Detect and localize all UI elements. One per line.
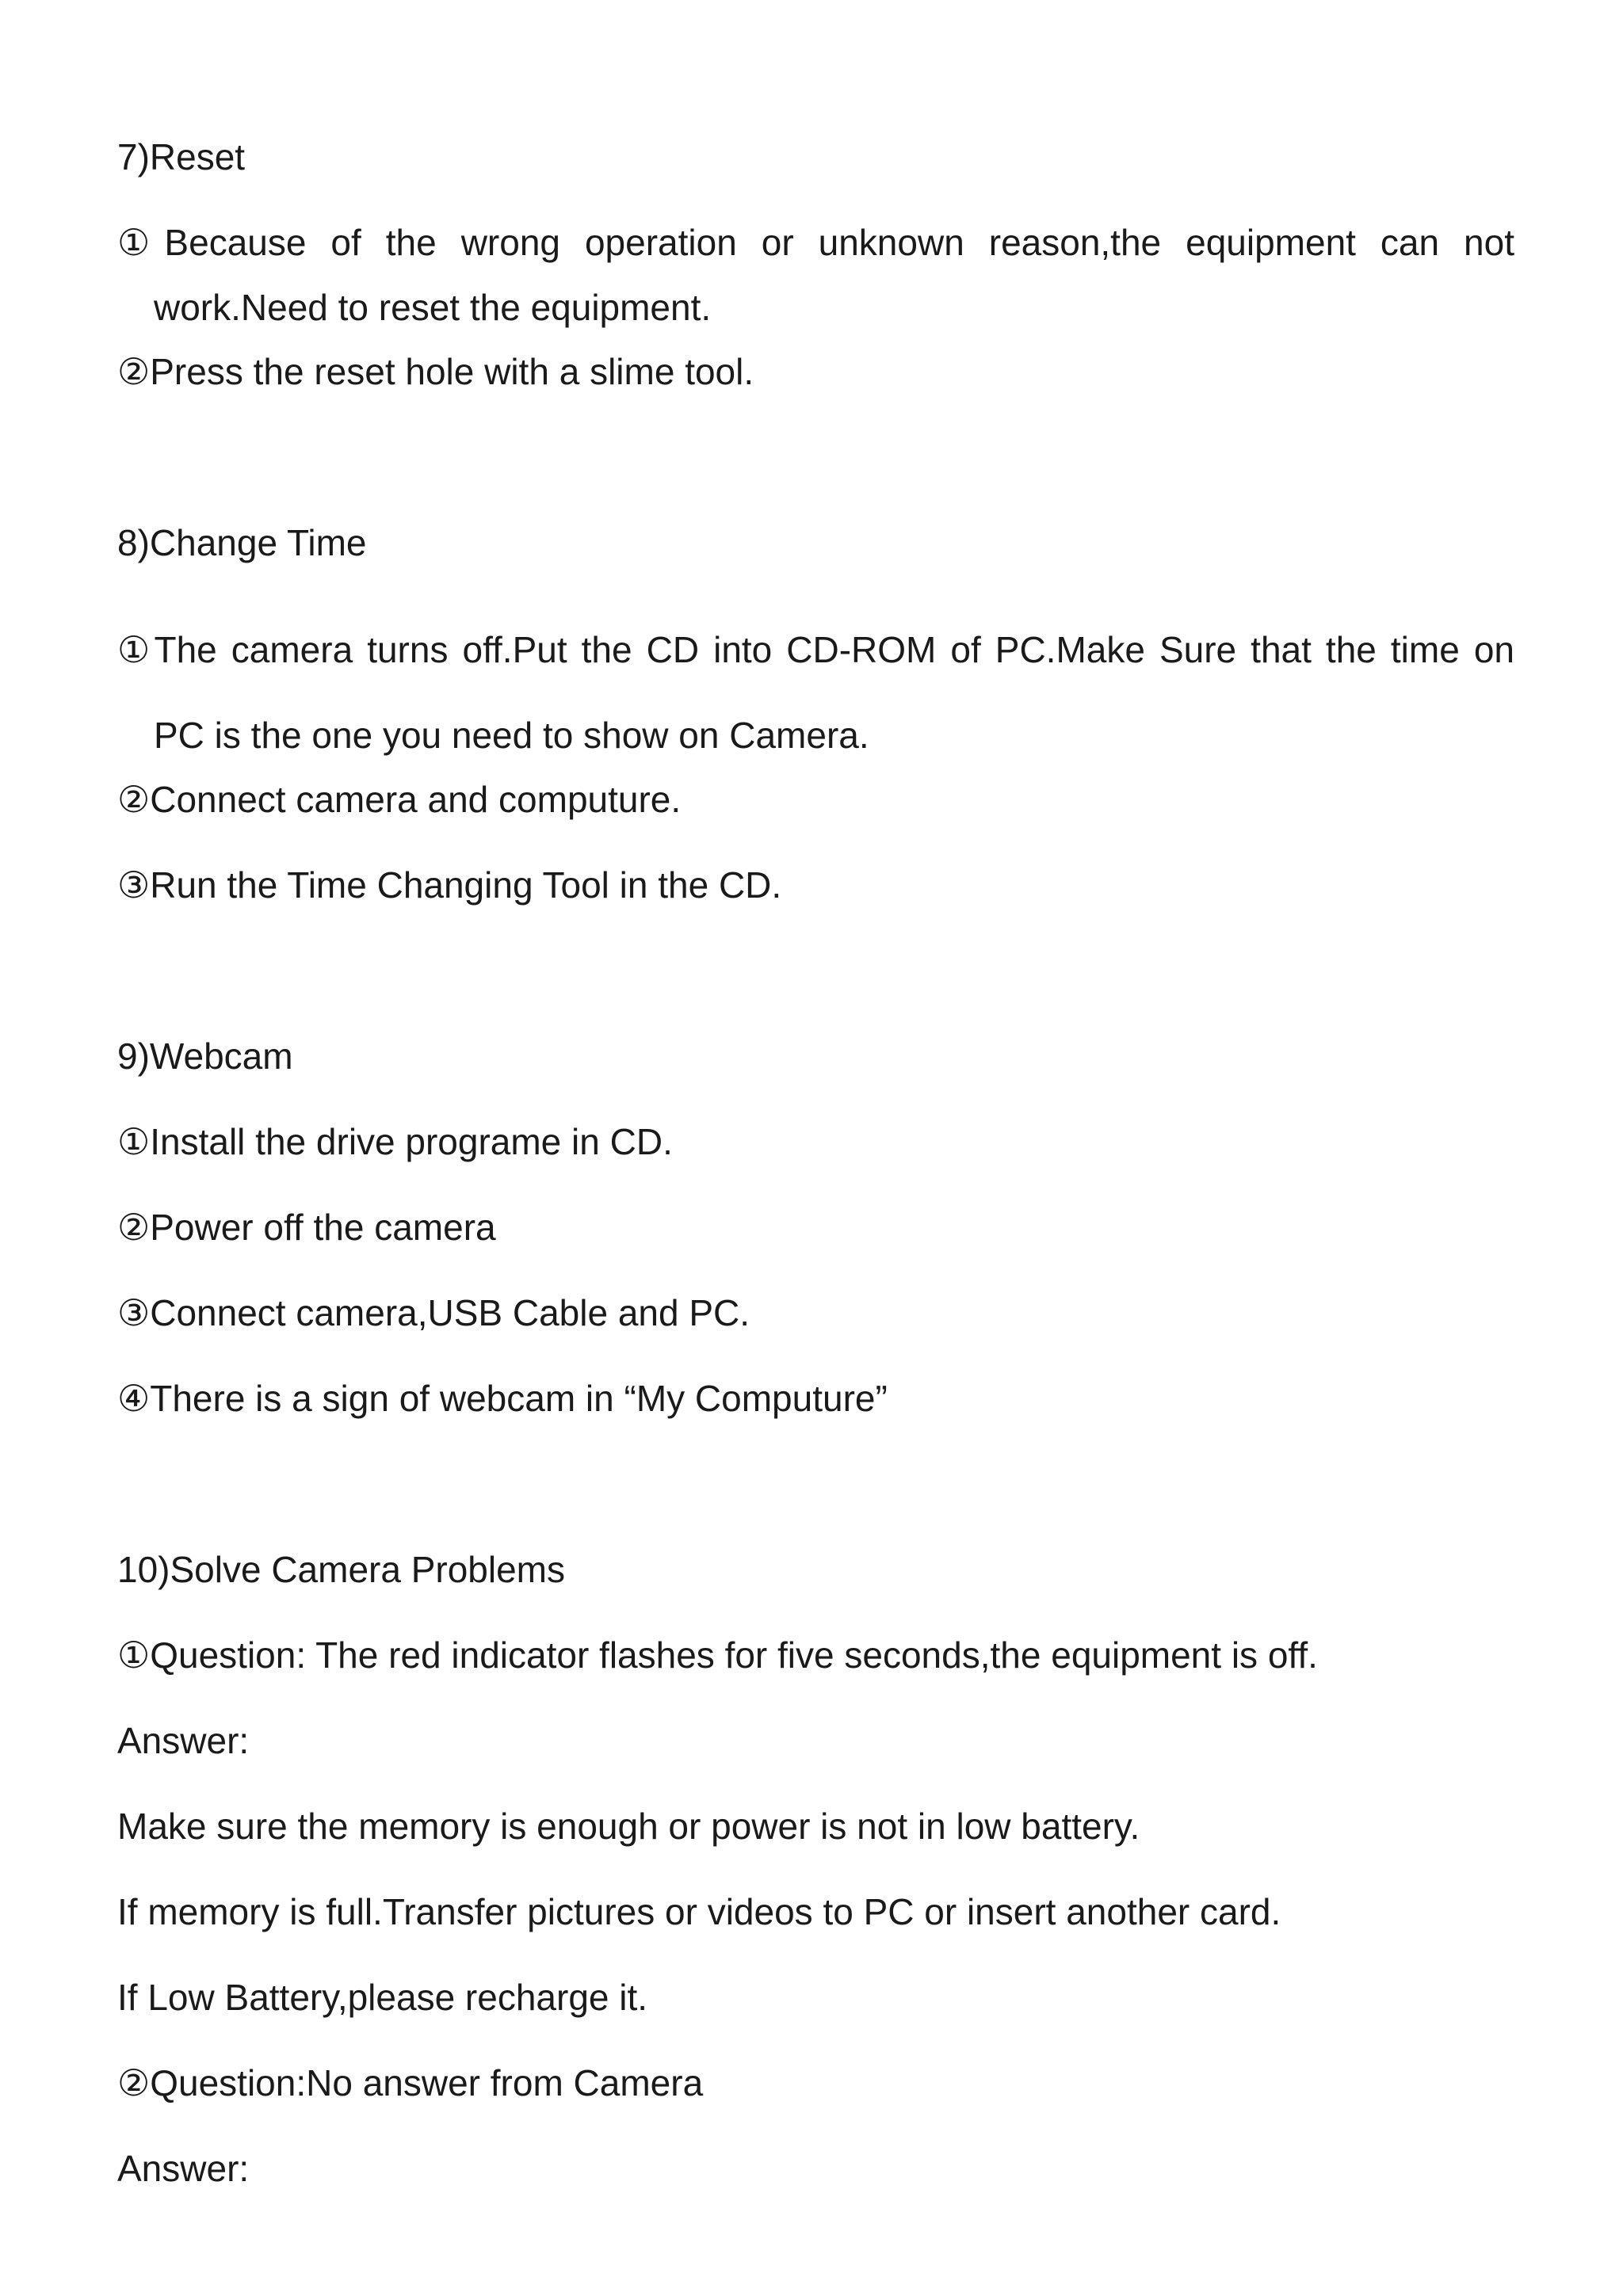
change-time-step-2: ②Connect camera and computure. (117, 779, 682, 820)
webcam-step-4: ④There is a sign of webcam in “My Computure” (117, 1378, 888, 1419)
problem-1-answer-line-2: If memory is full.Transfer pictures or videos to PC or insert another card. (117, 1891, 1281, 1932)
webcam-step-3: ③Connect camera,USB Cable and PC. (117, 1292, 750, 1333)
problem-1-answer-line-3: If Low Battery,please recharge it. (117, 1977, 648, 2018)
reset-step-2: ②Press the reset hole with a slime tool. (117, 351, 754, 392)
problem-1-answer-label: Answer: (117, 1720, 250, 1761)
problem-2-question: ②Question:No answer from Camera (117, 2062, 704, 2103)
section-heading-solve-problems: 10)Solve Camera Problems (117, 1549, 566, 1590)
change-time-step-1: ①The camera turns off.Put the CD into CD-ROM of PC.Make Sure that the time on (117, 629, 1514, 670)
reset-step-1: ①Because of the wrong operation or unknown reason,the equipment can not (117, 222, 1514, 263)
section-heading-change-time: 8)Change Time (117, 522, 367, 563)
section-heading-webcam: 9)Webcam (117, 1035, 293, 1077)
reset-step-1-continued: work.Need to reset the equipment. (154, 287, 712, 328)
section-heading-reset: 7)Reset (117, 136, 246, 177)
problem-1-question: ①Question: The red indicator flashes for five seconds,the equipment is off. (117, 1634, 1318, 1676)
webcam-step-2: ②Power off the camera (117, 1207, 496, 1248)
change-time-step-1-continued: PC is the one you need to show on Camera. (154, 715, 869, 756)
webcam-step-1: ①Install the drive programe in CD. (117, 1121, 673, 1162)
problem-1-answer-line-1: Make sure the memory is enough or power is not in low battery. (117, 1806, 1140, 1847)
change-time-step-3: ③Run the Time Changing Tool in the CD. (117, 864, 782, 906)
problem-2-answer-label: Answer: (117, 2148, 250, 2189)
